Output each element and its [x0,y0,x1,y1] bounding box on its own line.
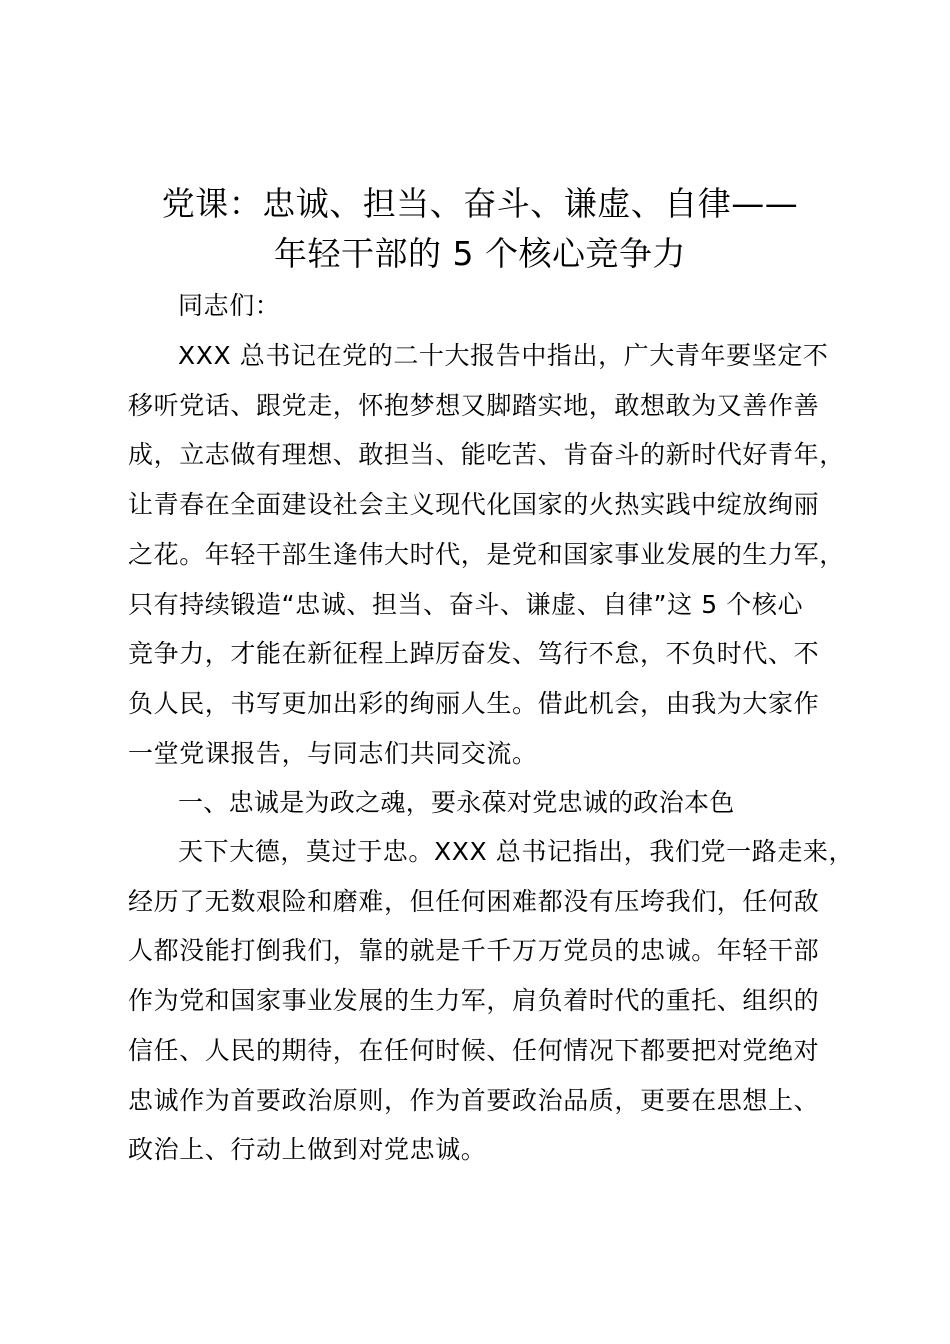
document-title-line-1: 党课：忠诚、担当、奋斗、谦虚、自律—— [161,184,799,223]
paragraph-line: 之花。年轻干部生逢伟大时代，是党和国家事业发展的生力军， [128,539,845,569]
section-1-paragraph [128,827,858,1175]
paragraph-line: 一堂党课报告，与同志们共同交流。 [128,738,538,768]
paragraph-line: 经历了无数艰险和磨难，但任何困难都没有压垮我们，任何敌 [128,886,820,916]
section-heading-text: 一、忠诚是为政之魂，要永葆对党忠诚的政治本色 [178,788,735,817]
paragraph-line: 作为党和国家事业发展的生力军，肩负着时代的重托、组织的 [128,986,820,1016]
paragraph-line: 让青春在全面建设社会主义现代化国家的火热实践中绽放绚丽 [128,490,820,520]
paragraph-line: 人都没能打倒我们，靠的就是千千万万党员的忠诚。年轻干部 [128,936,820,966]
paragraph-line: 信任、人民的期待，在任何时候、任何情况下都要把对党绝对 [128,1035,820,1065]
paragraph-line: 成，立志做有理想、敢担当、能吃苦、肯奋斗的新时代好青年， [128,440,845,470]
paragraph-line: XXX 总书记在党的二十大报告中指出，广大青年要坚定不 [178,341,829,370]
paragraph-line: 政治上、行动上做到对党忠诚。 [128,1135,487,1165]
greeting-paragraph [128,281,858,331]
paragraph-line: 天下大德，莫过于忠。XXX 总书记指出，我们党一路走来， [178,837,855,866]
paragraph-line: 忠诚作为首要政治原则，作为首要政治品质，更要在思想上、 [128,1085,820,1115]
paragraph-line: 移听党话、跟党走，怀抱梦想又脚踏实地，敢想敢为又善作善 [128,390,820,420]
document-title-line-2: 年轻干部的 5 个核心竞争力 [274,234,686,273]
paragraph-line: 竞争力，才能在新征程上踔厉奋发、笃行不怠，不负时代、不 [128,639,820,669]
greeting-text: 同志们： [178,291,281,320]
paragraph-line: 只有持续锻造“忠诚、担当、奋斗、谦虚、自律”这 5 个核心 [128,589,804,619]
paragraph-line: 负人民，书写更加出彩的绚丽人生。借此机会，由我为大家作 [128,688,820,718]
section-1-heading [128,778,858,828]
intro-paragraph [128,331,858,778]
